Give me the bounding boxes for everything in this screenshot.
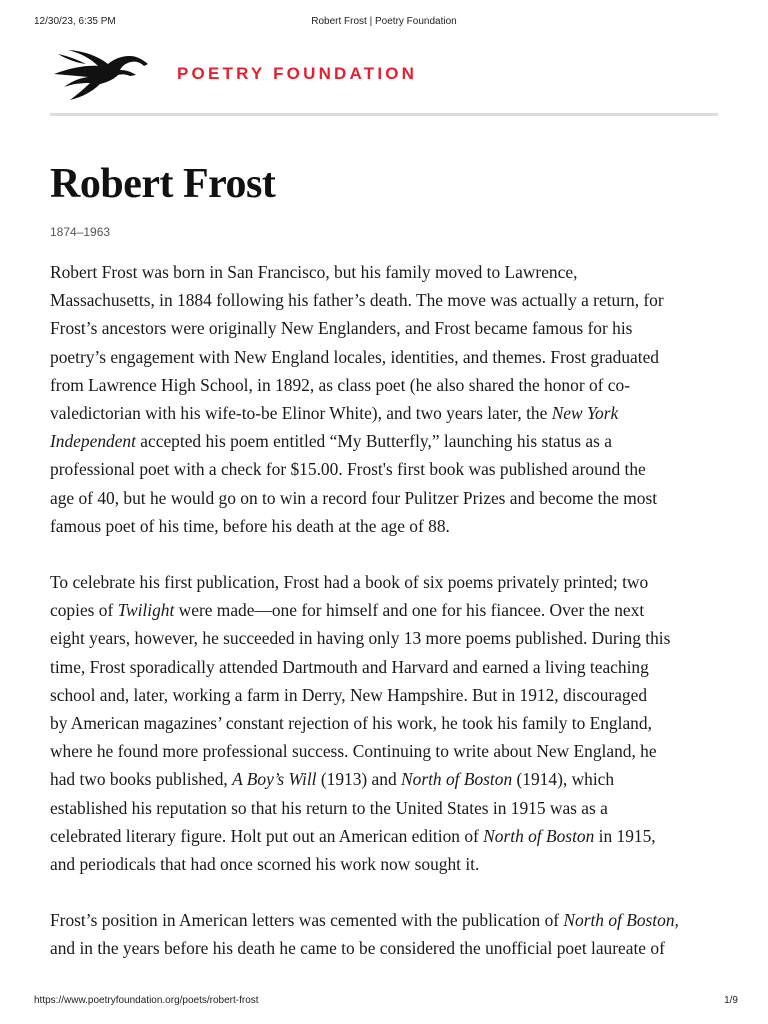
text-line: [50, 906, 722, 934]
text-segment: in 1915,: [594, 825, 656, 846]
text-line: [50, 596, 722, 624]
poet-name: Robert Frost: [50, 161, 276, 207]
text-line: age of 40, but he would go on to win a record four Pulitzer Prizes and become the most: [50, 487, 658, 508]
text-segment: celebrated literary figure. Holt put out an American edition of: [50, 825, 484, 846]
biography-paragraph-2: [50, 568, 722, 878]
biography-article: [50, 258, 722, 991]
text-segment: were made—one for himself and one for his fiancee. Over the next: [174, 600, 645, 621]
text-line: eight years, however, he succeeded in having only 13 more poems published. During this: [50, 628, 671, 649]
text-line: and in the years before his death he came to be considered the unofficial poet laureate of: [50, 938, 665, 959]
text-line: and periodicals that had once scorned his work now sought it.: [50, 854, 480, 875]
poet-dates: 1874–1963: [50, 225, 111, 239]
pegasus-logo-icon: [52, 44, 152, 100]
text-segment: Frost’s position in American letters was cemented with the publication of: [50, 910, 564, 931]
text-line: by American magazines’ constant rejection of his work, he took his family to England,: [50, 713, 652, 734]
text-line: To celebrate his first publication, Frost had a book of six poems privately printed; two: [50, 572, 649, 593]
text-line: poetry’s engagement with New England locales, identities, and themes. Frost graduated: [50, 346, 659, 367]
print-header: [0, 16, 768, 30]
print-page-title: Robert Frost | Poetry Foundation: [311, 16, 457, 27]
print-datetime: 12/30/23, 6:35 PM: [34, 16, 116, 27]
book-title: North of Boston: [483, 825, 595, 846]
text-segment: (1913) and: [316, 769, 402, 790]
text-segment: accepted his poem entitled “My Butterfly,” launching his status as a: [135, 431, 612, 452]
brand-name: POETRY FOUNDATION: [177, 64, 418, 83]
text-line: Massachusetts, in 1884 following his father’s death. The move was actually a return, for: [50, 290, 664, 311]
biography-paragraph-1: [50, 258, 722, 540]
print-url: https://www.poetryfoundation.org/poets/robert-frost: [34, 995, 259, 1006]
text-line: famous poet of his time, before his death at the age of 88.: [50, 515, 450, 536]
text-line: [50, 427, 722, 455]
masthead: [50, 44, 718, 106]
text-line: Frost’s ancestors were originally New Englanders, and Frost became famous for his: [50, 318, 633, 339]
biography-paragraph-3: [50, 906, 722, 962]
print-page-number: 1/9: [724, 995, 738, 1006]
text-line: where he found more professional success. Continuing to write about New England, he: [50, 741, 657, 762]
text-segment: copies of: [50, 600, 118, 621]
text-line: time, Frost sporadically attended Dartmouth and Harvard and earned a living teaching: [50, 656, 649, 677]
book-title: North of Boston,: [563, 910, 679, 931]
publication-title: Independent: [50, 431, 136, 452]
publication-title: New York: [551, 403, 619, 424]
text-line: Robert Frost was born in San Francisco, but his family moved to Lawrence,: [50, 262, 578, 282]
text-line: [50, 822, 722, 850]
text-segment: (1914), which: [512, 769, 615, 790]
home-link[interactable]: [50, 44, 450, 104]
text-line: [50, 765, 722, 793]
book-title: Twilight: [117, 600, 175, 621]
text-line: school and, later, working a farm in Derry, New Hampshire. But in 1912, discouraged: [50, 684, 648, 705]
text-line: from Lawrence High School, in 1892, as class poet (he also shared the honor of co-: [50, 374, 631, 395]
text-segment: valedictorian with his wife-to-be Elinor White), and two years later, the: [50, 403, 552, 424]
book-title: A Boy’s Will: [232, 769, 317, 790]
book-title: North of Boston: [401, 769, 513, 790]
print-footer: [0, 995, 768, 1009]
text-line: established his reputation so that his return to the United States in 1915 was as a: [50, 797, 608, 818]
masthead-divider: [50, 113, 718, 116]
text-segment: had two books published,: [50, 769, 233, 790]
text-line: [50, 399, 722, 427]
text-line: professional poet with a check for $15.00. Frost's first book was published around the: [50, 459, 646, 480]
